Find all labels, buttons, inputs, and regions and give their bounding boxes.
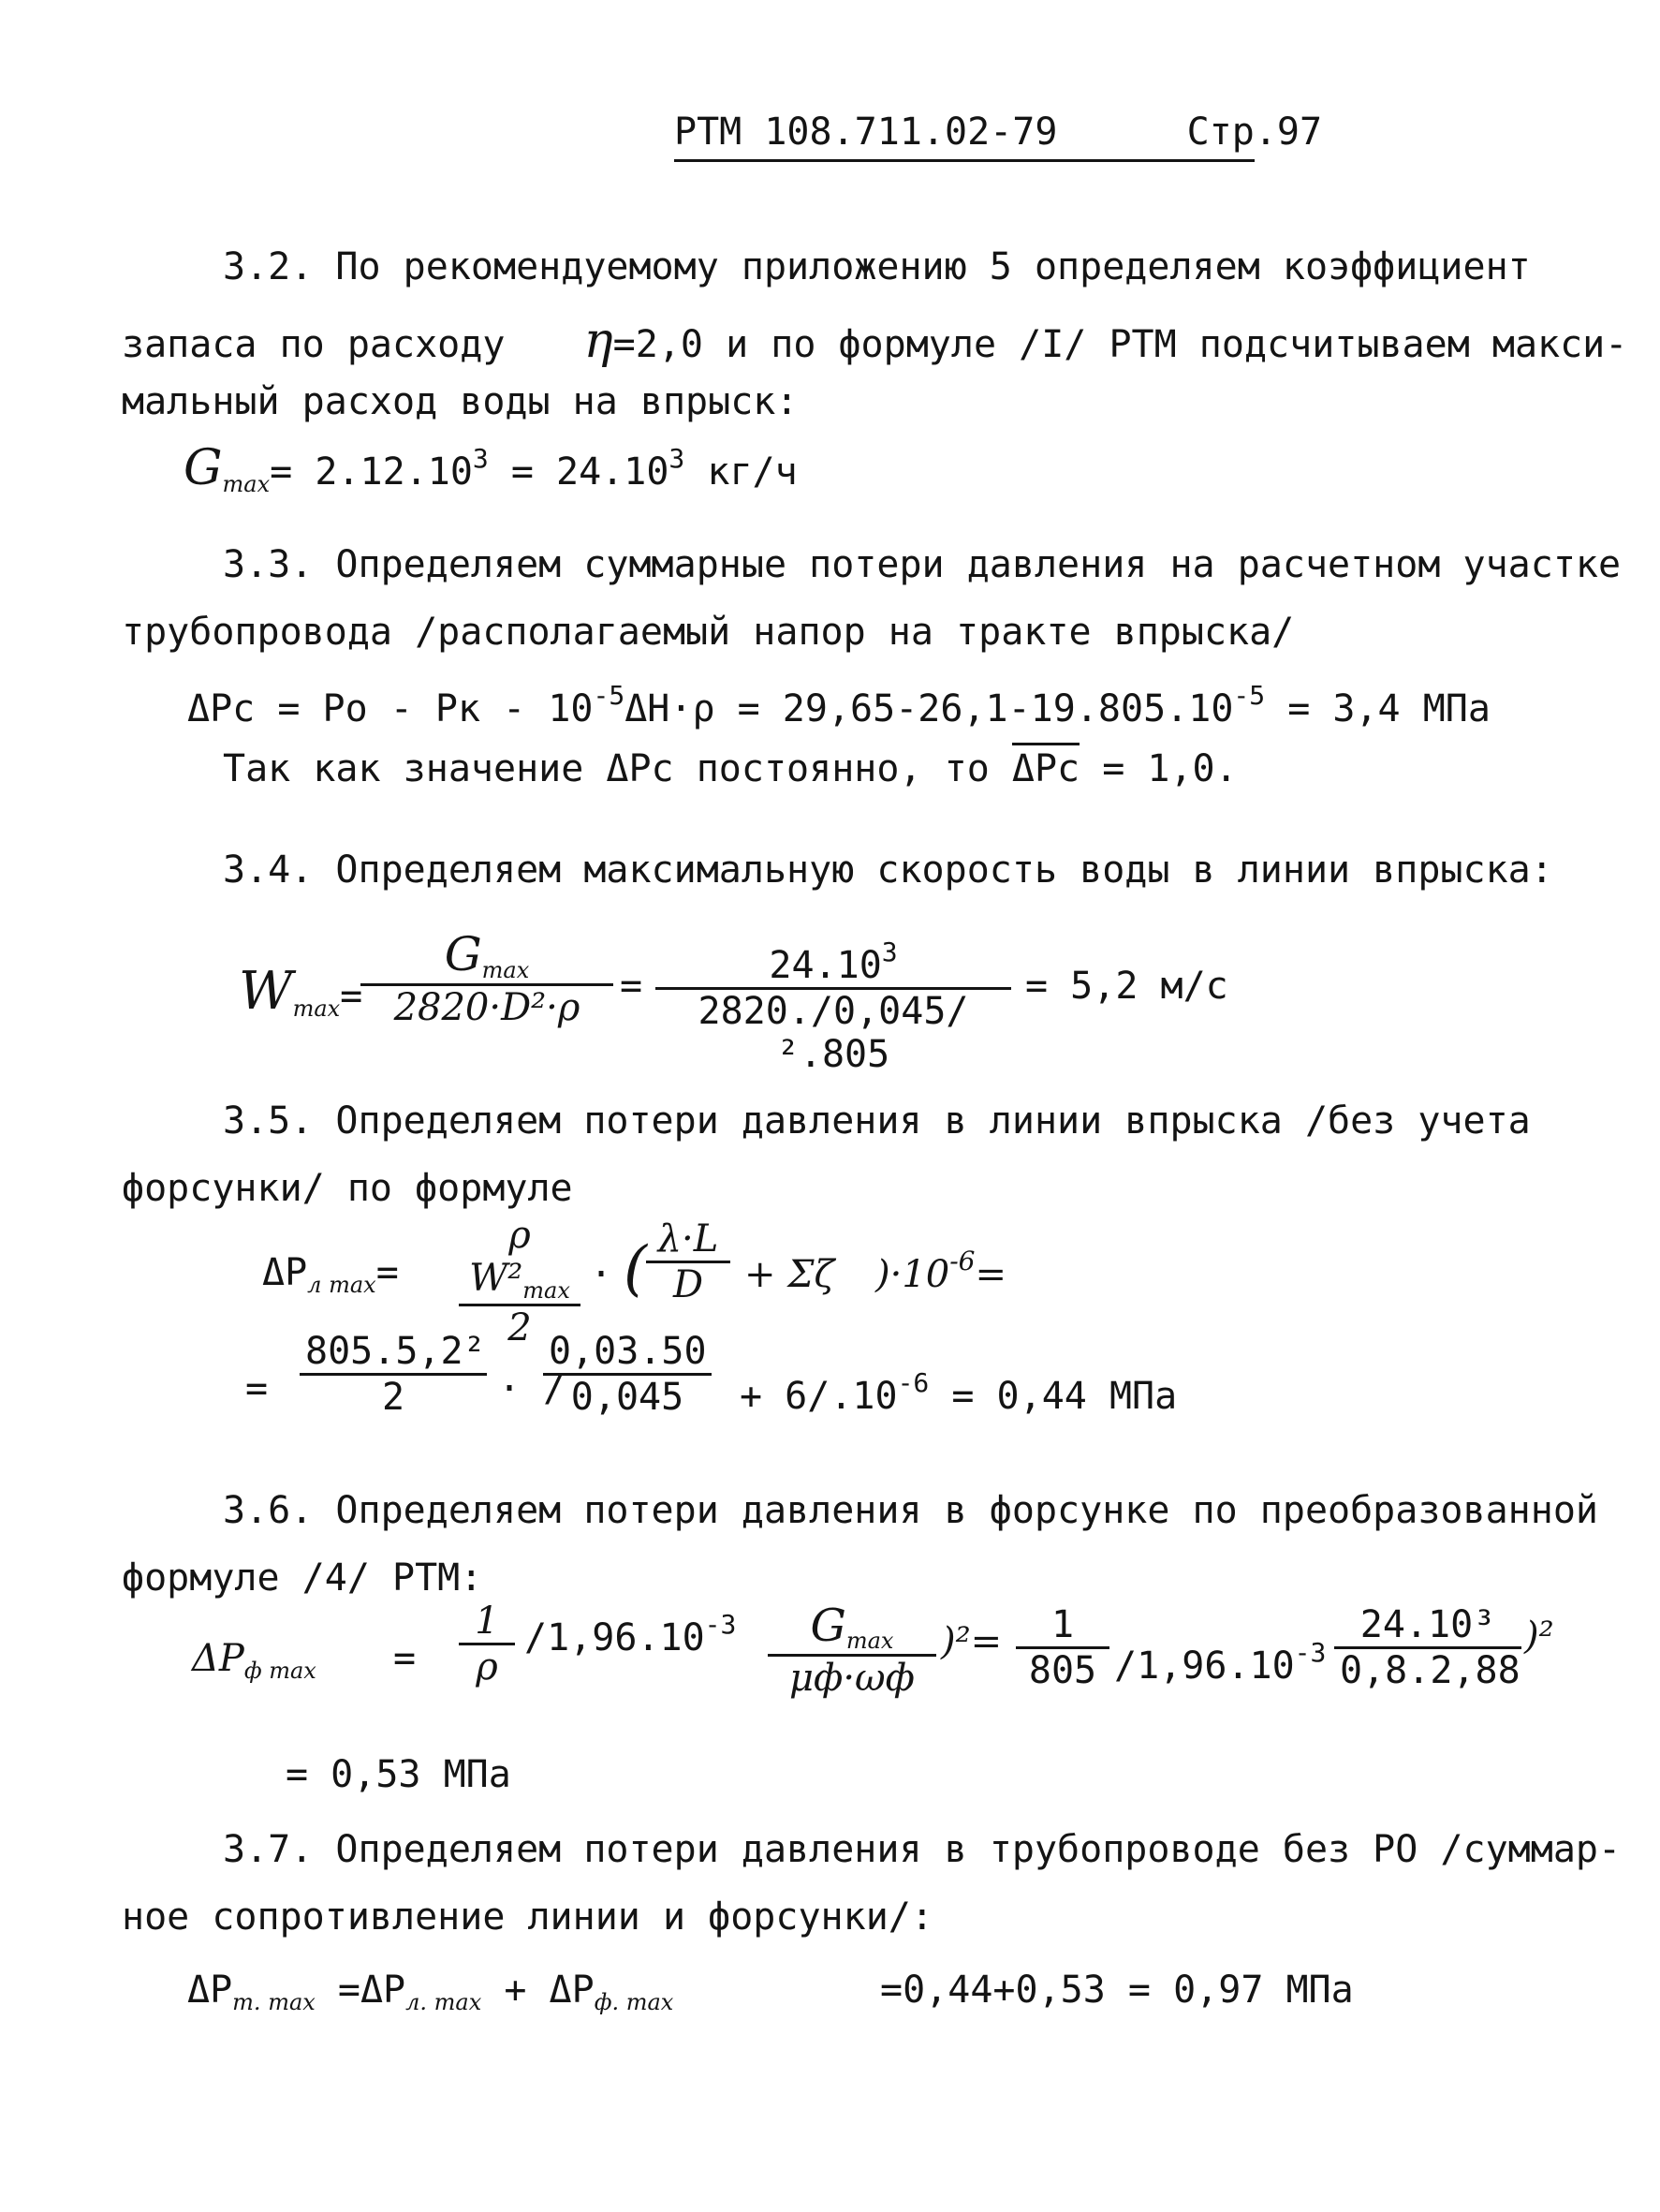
paren-open: ( [624, 1234, 647, 1304]
dpc-overbar: ΔPc [1012, 743, 1080, 790]
fraction-dpf-1: 1 ρ [459, 1600, 515, 1688]
section-3-6-line-2: формуле /4/ РТМ: [122, 1556, 483, 1600]
paren-close: )$\cdot 10^{-6}=$ [875, 1246, 1007, 1296]
section-3-2-line-2: запаса по расходу η=2,0 и по формуле /I/ РТМ подсчитываем макси- [122, 313, 1628, 369]
fraction-dpf-4: 24.10³ 0,8.2,88 [1334, 1603, 1521, 1692]
formula-dpl-lhs: $\Delta P_{л max}=$ [262, 1251, 399, 1298]
dpf-result: = 0,53 МПа [286, 1753, 511, 1796]
dpf-mid: $/1,96.10^{-3}$ [524, 1609, 737, 1659]
dpf-mid-2: $/1,96.10^{-3}$ [1114, 1637, 1327, 1688]
section-3-2-line-3: мальный расход воды на впрыск: [122, 380, 799, 423]
dpl-result: + $6/.10^{-6} = 0,44$ МПа [740, 1367, 1178, 1418]
dpf-end: )² [1524, 1615, 1554, 1658]
formula-dpt: $\Delta P_{т. max} =\Delta P_{л. max} + \Delta P_{ф. max}$ [187, 1969, 674, 2015]
dot-operator: · [590, 1253, 613, 1296]
formula-g-max: $G_{max}= 2.12.10^3 = 24.10^3$ кг/ч [184, 440, 798, 497]
fraction-dpl-4: 0,03.50 0,045 [543, 1330, 712, 1419]
page-number: Стр.97 [1186, 111, 1323, 154]
eta-symbol: η [583, 313, 613, 369]
equals-3: = [393, 1637, 417, 1680]
dpf-close-square: )²= [941, 1620, 1003, 1663]
w-result: = 5,2 м/с [1025, 965, 1228, 1008]
section-3-6-line-1: 3.6. Определяем потери давления в форсунке по преобразованной [223, 1489, 1599, 1532]
formula-dpf-lhs: $\Delta P_{ф max}$ [192, 1637, 316, 1684]
fraction-dpf-3: 1 805 [1016, 1603, 1109, 1692]
fraction-w-1: $G_{max}$ 2820·D²·ρ [360, 927, 613, 1029]
section-3-5-line-2: форсунки/ по формуле [122, 1167, 573, 1210]
section-3-2-line-1: 3.2. По рекомендуемому приложению 5 определяем коэффициент [223, 245, 1531, 288]
slash-operator: · / [498, 1367, 566, 1410]
fraction-dpl-3: 805.5,2² 2 [300, 1330, 487, 1419]
section-3-3-line-3: Так как значение ΔPc постоянно, то ΔPc = 1,0. [223, 747, 1238, 790]
equals-1: = [620, 965, 643, 1008]
fraction-w-2: 24.10$^3$ 2820./0,045/².805 [655, 936, 1011, 1076]
section-3-4-line-1: 3.4. Определяем максимальную скорость воды в линии впрыска: [223, 848, 1553, 892]
page-header [674, 111, 1323, 167]
formula-w-max: $W_{max}=$ [239, 961, 363, 1022]
fraction-dpf-2: $G_{max}$ μф·ωф [768, 1600, 936, 1700]
equals-2: = [245, 1367, 269, 1410]
fraction-dpl-2: λ·L D [646, 1217, 730, 1306]
fraction-dpl-1: ρ $W^2_{max}$ 2 [459, 1214, 580, 1349]
header-underline [674, 159, 1255, 162]
section-3-5-line-1: 3.5. Определяем потери давления в линии впрыска /без учета [223, 1099, 1531, 1143]
sum-zeta: + Σζ [744, 1253, 835, 1296]
section-3-7-line-1: 3.7. Определяем потери давления в трубопроводе без РО /суммар- [223, 1828, 1622, 1871]
section-3-3-line-1: 3.3. Определяем суммарные потери давления на расчетном участке [223, 543, 1622, 586]
section-3-3-line-2: трубопровода /располагаемый напор на тракте впрыска/ [122, 611, 1295, 654]
section-3-7-line-2: ное сопротивление линии и форсунки/: [122, 1895, 933, 1939]
formula-dpc: ΔPc = Po - Pк - $10^{-5}\Delta H\cdot\rho = 29,65-26,1-19.805.10^{-5} = 3,4$ МПа [187, 680, 1491, 730]
document-code: РТМ 108.711.02-79 [674, 111, 1058, 154]
dpt-result: =0,44+0,53 = 0,97 МПа [880, 1969, 1354, 2012]
